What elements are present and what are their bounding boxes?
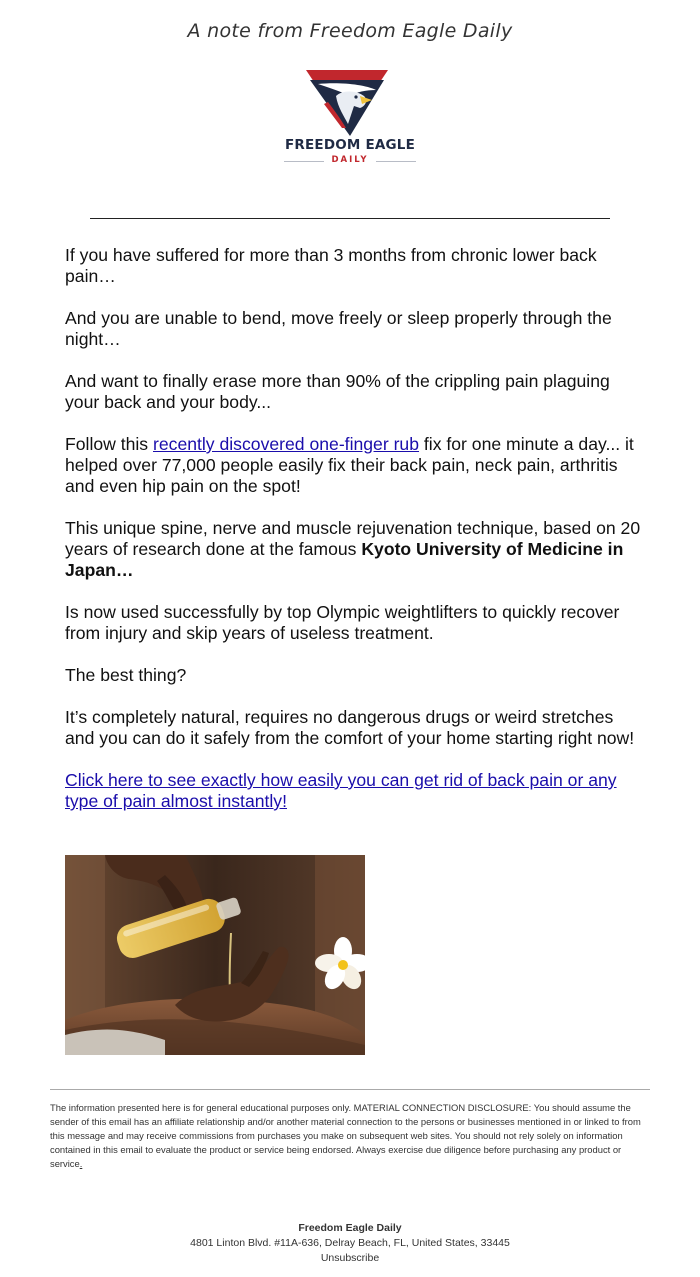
paragraph-6: Is now used successfully by top Olympic weightlifters to quickly recover from injury and skip years of useless treatment. [65, 602, 620, 643]
email-body [65, 245, 645, 833]
paragraph-4 [65, 434, 645, 497]
footer-company: Freedom Eagle Daily [298, 1222, 402, 1234]
footer [0, 1221, 700, 1266]
logo-sub: DAILY [331, 155, 369, 165]
paragraph-4-lead: Follow this [65, 434, 153, 454]
paragraph-5 [65, 518, 645, 581]
kyoto-university-bold: Kyoto University of Medicine in Japan… [65, 539, 624, 580]
paragraph-5-lead: This unique spine, nerve and muscle rejuvenation technique, based on 20 years of research done at the famous [65, 518, 641, 559]
massage-oil-photo[interactable] [65, 855, 365, 1055]
logo-name: FREEDOM EAGLE [284, 137, 416, 153]
paragraph-4-tail: fix for one minute a day... it helped over 77,000 people easily fix their back pain, neck pain, arthritis and even hip pain on the spot! [65, 434, 634, 496]
header-divider [90, 218, 610, 219]
disclaimer-text [50, 1101, 650, 1171]
disclaimer-body: The information presented here is for general educational purposes only. MATERIAL CONNECTION DISCLOSURE: You should assume the sender of this email has an affiliate relationship and/or another material connection to the persons or businesses mentioned in or linked to from this message and may receive commissions from purchases you make on subsequent web sites. You should not rely solely on information contained in this email to evaluate the product or service being endorsed. Always exercise due diligence before purchasing any product or service [50, 1102, 641, 1169]
header-note: A note from Freedom Eagle Daily [187, 20, 513, 42]
logo-rule-right [376, 161, 416, 162]
cta-link[interactable]: Click here to see exactly how easily you can get rid of back pain or any type of pain almost instantly! [65, 770, 617, 811]
disclaimer-link[interactable]: . [79, 1158, 83, 1169]
footer-divider [50, 1089, 650, 1090]
paragraph-1: If you have suffered for more than 3 months from chronic lower back pain… [65, 245, 597, 286]
brand-logo[interactable] [280, 66, 420, 170]
one-finger-rub-link[interactable]: recently discovered one-finger rub [153, 434, 420, 454]
cta-paragraph [65, 770, 645, 812]
footer-address: 4801 Linton Blvd. #11A-636, Delray Beach, FL, United States, 33445 [190, 1237, 510, 1249]
paragraph-2: And you are unable to bend, move freely or sleep properly through the night… [65, 308, 612, 349]
eagle-shield-icon [280, 66, 420, 138]
paragraph-3: And want to finally erase more than 90% of the crippling pain plaguing your back and your body... [65, 371, 610, 412]
unsubscribe-link[interactable]: Unsubscribe [320, 1252, 380, 1264]
paragraph-7: The best thing? [65, 665, 187, 685]
paragraph-8: It’s completely natural, requires no dangerous drugs or weird stretches and you can do it safely from the comfort of your home starting right now! [65, 707, 635, 748]
